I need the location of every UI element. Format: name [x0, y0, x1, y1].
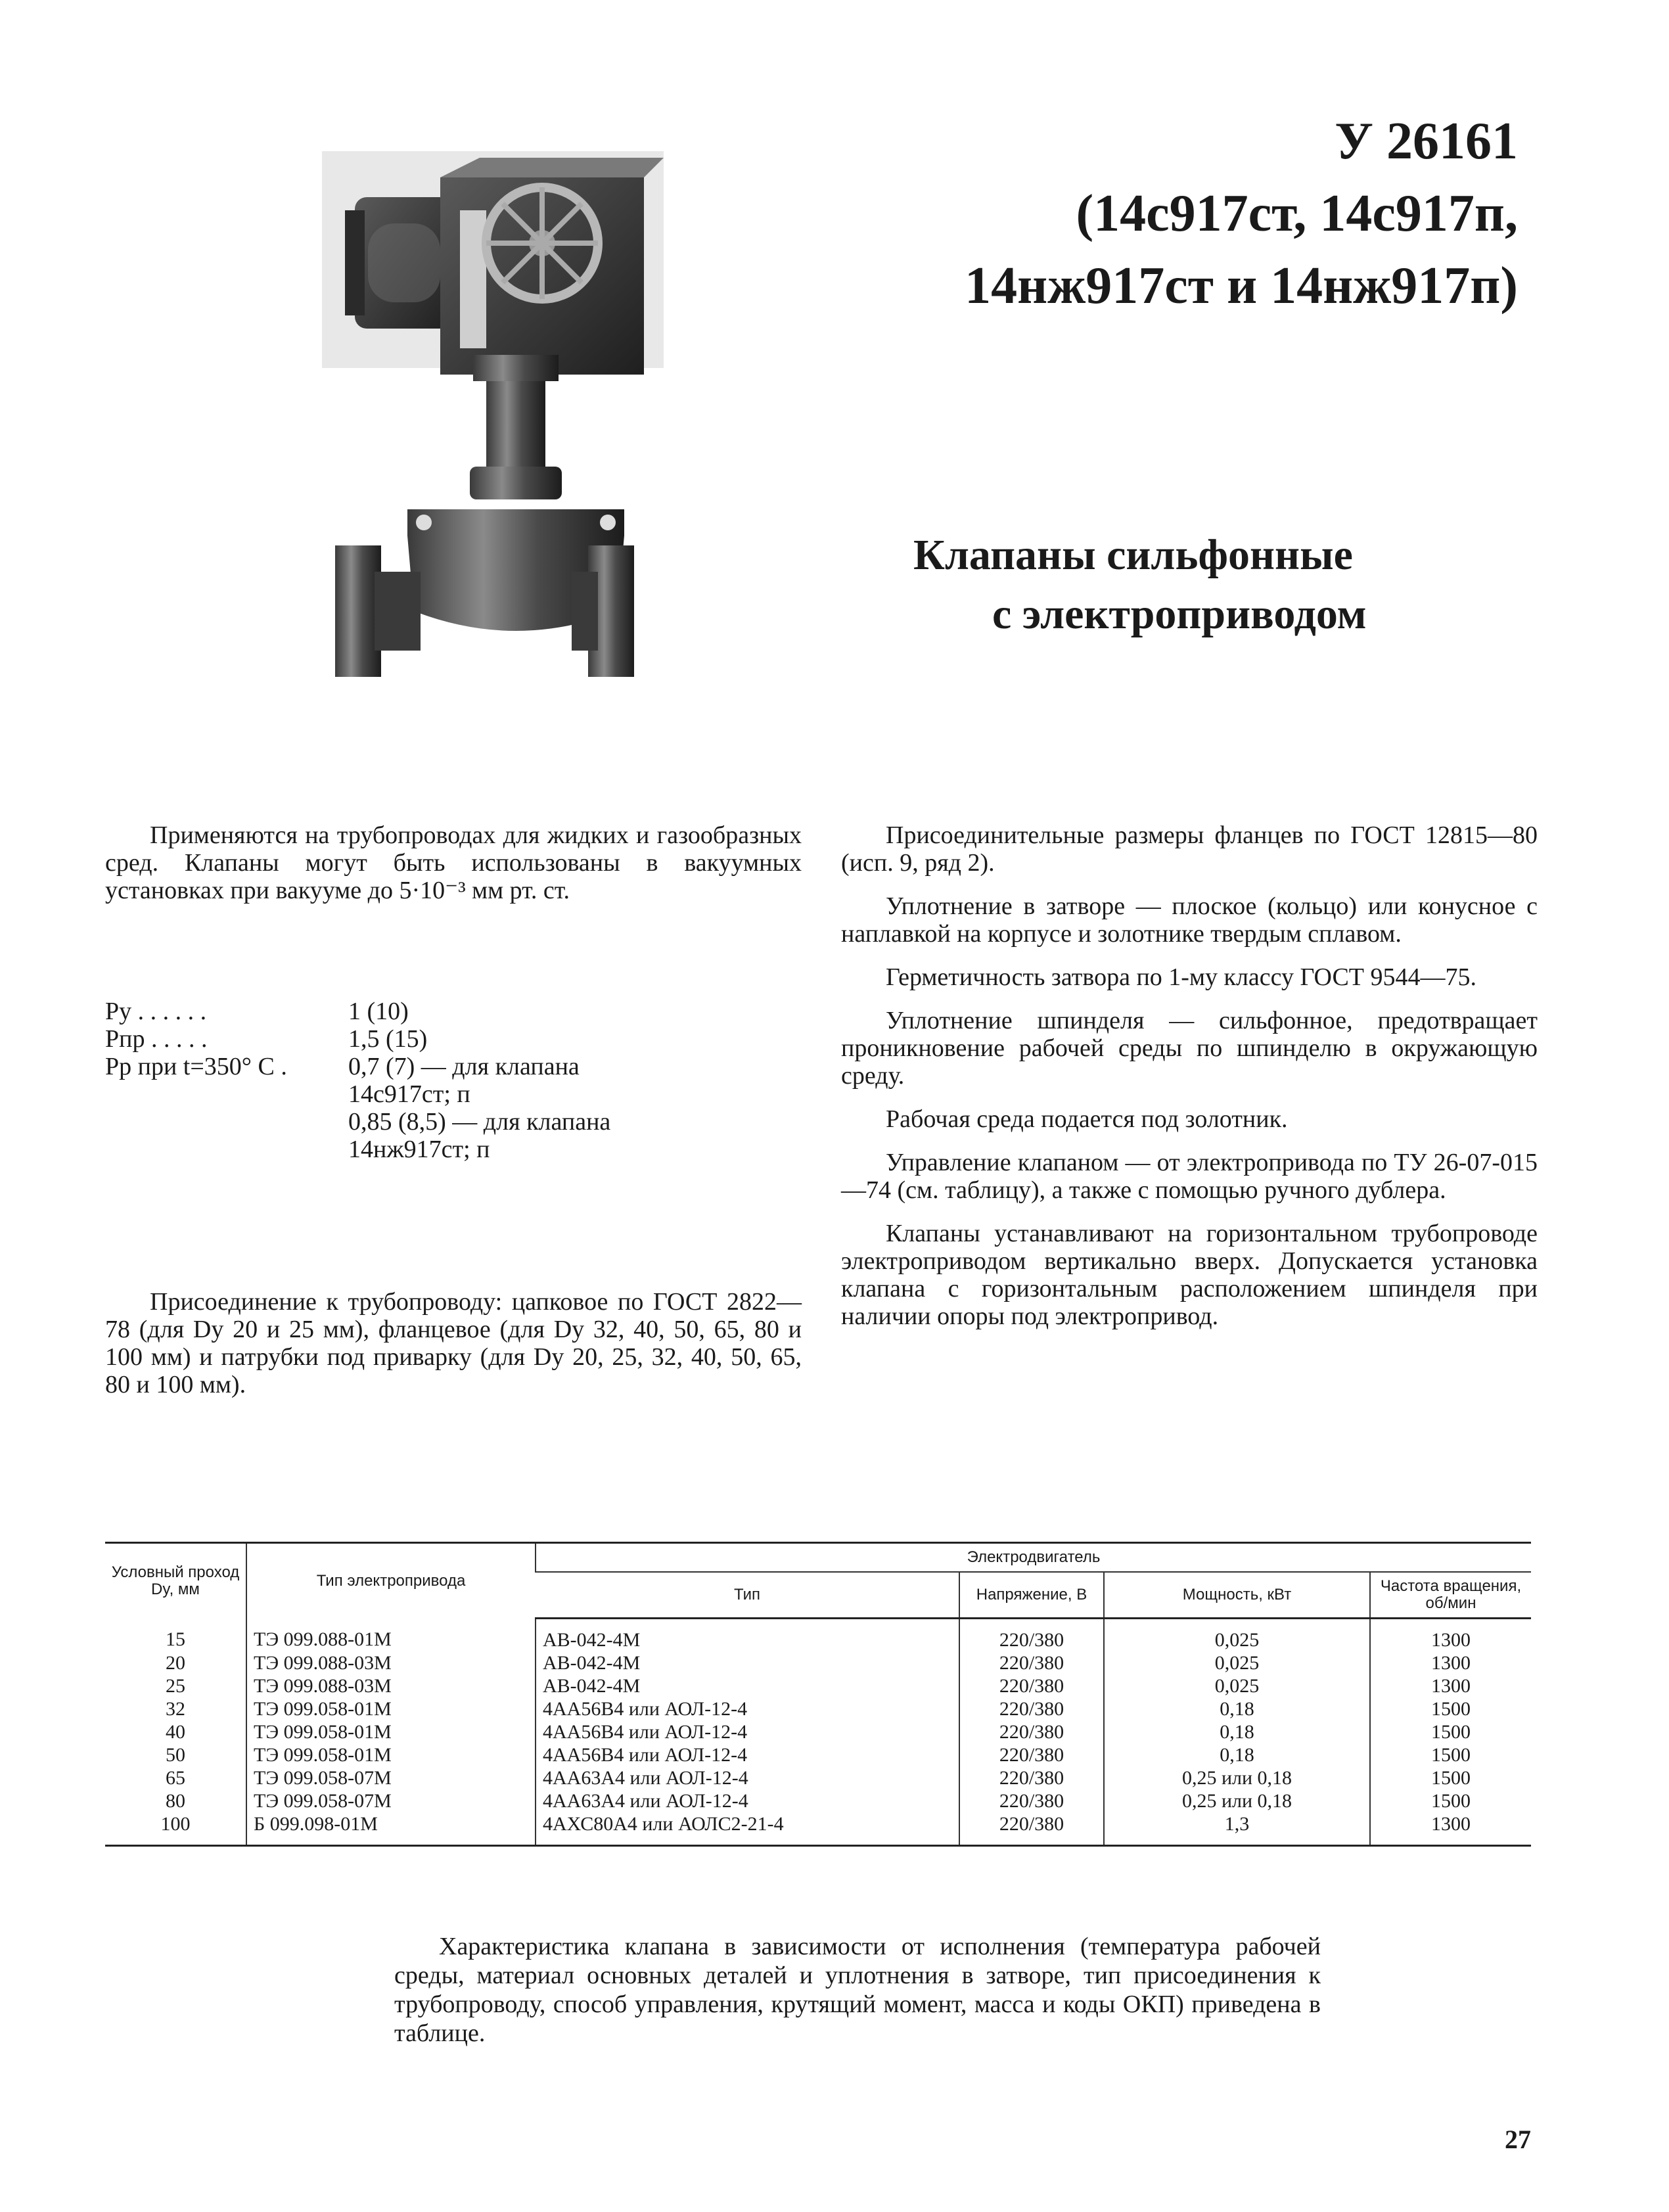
cell-rpm: 1300 [1370, 1812, 1531, 1846]
param-value: 14нж917ст; п [348, 1136, 490, 1163]
cell-power: 0,025 [1104, 1651, 1370, 1674]
cell-drive-type: ТЭ 099.058-01М [246, 1697, 536, 1720]
cell-motor-type: 4АХС80А4 или АОЛС2-21-4 [536, 1812, 959, 1846]
header-power: Мощность, кВт [1104, 1572, 1370, 1619]
table-row [105, 1619, 1531, 1652]
header-motor: Электродвигатель [536, 1543, 1531, 1573]
table-row [105, 1697, 1531, 1720]
param-name: Py . . . . . . [105, 998, 207, 1025]
cell-voltage: 220/380 [959, 1651, 1104, 1674]
page-number: 27 [1505, 2125, 1531, 2154]
cell-voltage: 220/380 [959, 1812, 1104, 1846]
cell-rpm: 1300 [1370, 1619, 1531, 1652]
cell-drive-type: ТЭ 099.088-03М [246, 1674, 536, 1697]
motor-table [105, 1542, 1531, 1847]
cell-dy: 32 [166, 1698, 185, 1720]
cell-voltage: 220/380 [959, 1619, 1104, 1652]
cell-power: 1,3 [1104, 1812, 1370, 1846]
param-value: 0,85 (8,5) — для клапана [348, 1108, 611, 1136]
cell-drive-type: ТЭ 099.088-03М [246, 1651, 536, 1674]
title-line-1: Клапаны сильфонные [913, 531, 1353, 579]
cell-rpm: 1500 [1370, 1789, 1531, 1812]
code-line-3: 14нж917ст и 14нж917п) [965, 257, 1518, 315]
connection-paragraph: Присоединение к трубопроводу: цапковое по ГОСТ 2822—78 (для Dy 20 и 25 мм), фланцевое (для Dy 32, 40, 50, 65, 80 и 100 мм) и патрубки под приварку (для Dy 20, 25, 32, 40, 50, 65, 80 и 100 мм). [105, 1288, 802, 1398]
cell-dy: 80 [166, 1790, 185, 1812]
param-name: Pпр . . . . . [105, 1025, 208, 1053]
table-row [105, 1789, 1531, 1812]
cell-motor-type: 4АА63А4 или АОЛ-12-4 [536, 1789, 959, 1812]
intro-paragraph: Применяются на трубопроводах для жидких и газообразных сред. Клапаны могут быть использованы в вакуумных установках при вакууме до 5·10⁻³ мм рт. ст. [105, 821, 802, 904]
cell-power: 0,25 или 0,18 [1104, 1766, 1370, 1789]
cell-motor-type: 4АА56В4 или АОЛ-12-4 [536, 1720, 959, 1743]
param-value: 0,7 (7) — для клапана [348, 1053, 580, 1080]
page-title [913, 526, 1367, 644]
table-body [105, 1619, 1531, 1846]
param-name: Pр при t=350° С . [105, 1053, 287, 1080]
param-row [105, 1053, 802, 1163]
header-type: Тип [536, 1572, 959, 1619]
cell-voltage: 220/380 [959, 1766, 1104, 1789]
param-value: 1,5 (15) [348, 1025, 428, 1053]
cell-drive-type: ТЭ 099.058-01М [246, 1720, 536, 1743]
param-value: 1 (10) [348, 998, 409, 1025]
table-row [105, 1674, 1531, 1697]
param-value: 14с917ст; п [348, 1080, 470, 1108]
cell-dy: 20 [166, 1652, 185, 1674]
cell-rpm: 1500 [1370, 1766, 1531, 1789]
table-row [105, 1766, 1531, 1789]
cell-motor-type: 4АА56В4 или АОЛ-12-4 [536, 1743, 959, 1766]
spec-paragraph: Рабочая среда подается под золотник. [886, 1105, 1288, 1133]
cell-power: 0,25 или 0,18 [1104, 1789, 1370, 1812]
cell-dy: 100 [105, 1812, 246, 1846]
table-row [105, 1651, 1531, 1674]
cell-dy: 25 [166, 1675, 185, 1697]
cell-voltage: 220/380 [959, 1720, 1104, 1743]
header-drive: Тип электропривода [246, 1543, 536, 1619]
cell-rpm: 1300 [1370, 1651, 1531, 1674]
cell-voltage: 220/380 [959, 1697, 1104, 1720]
title-line-2: с электроприводом [992, 590, 1367, 638]
spec-paragraph: Управление клапаном — от электропривода по ТУ 26-07-015—74 (см. таблицу), а также с помощью ручного дублера. [841, 1149, 1538, 1204]
param-row [105, 1025, 802, 1053]
cell-rpm: 1500 [1370, 1697, 1531, 1720]
cell-motor-type: АВ-042-4М [536, 1619, 959, 1652]
product-code [965, 105, 1518, 322]
specs-text [841, 821, 1538, 1330]
cell-voltage: 220/380 [959, 1743, 1104, 1766]
spec-paragraph: Присоединительные размеры фланцев по ГОСТ 12815—80 (исп. 9, ряд 2). [841, 821, 1538, 877]
cell-drive-type: ТЭ 099.058-07М [246, 1789, 536, 1812]
cell-rpm: 1500 [1370, 1743, 1531, 1766]
cell-motor-type: 4АА63А4 или АОЛ-12-4 [536, 1766, 959, 1789]
table-row [105, 1812, 1531, 1846]
spec-paragraph: Клапаны устанавливают на горизонтальном трубопроводе электроприводом вертикально вверх. Допускается установка клапана с горизонтальным расположением шпинделя при наличии опоры под электропривод. [841, 1220, 1538, 1330]
cell-drive-type: ТЭ 099.058-07М [246, 1766, 536, 1789]
cell-drive-type: Б 099.098-01М [246, 1812, 536, 1846]
footnote-text: Характеристика клапана в зависимости от исполнения (температура рабочей среды, материал основных деталей и уплотнения в затворе, тип присоединения к трубопроводу, способ управления, крутящий момент, масса и коды ОКП) приведена в таблице. [394, 1933, 1321, 2047]
table-row [105, 1743, 1531, 1766]
cell-drive-type: ТЭ 099.058-01М [246, 1743, 536, 1766]
table-row [105, 1720, 1531, 1743]
cell-motor-type: 4АА56В4 или АОЛ-12-4 [536, 1697, 959, 1720]
intro-text [105, 821, 802, 920]
cell-power: 0,18 [1104, 1697, 1370, 1720]
cell-rpm: 1500 [1370, 1720, 1531, 1743]
header-rpm: Частота вращения, об/мин [1370, 1572, 1531, 1619]
header-dy: Условный проход Dy, мм [105, 1543, 246, 1619]
header-voltage: Напряжение, В [959, 1572, 1104, 1619]
cell-rpm: 1300 [1370, 1674, 1531, 1697]
cell-dy: 65 [166, 1767, 185, 1789]
pressure-params [105, 998, 802, 1163]
cell-voltage: 220/380 [959, 1674, 1104, 1697]
cell-motor-type: АВ-042-4М [536, 1651, 959, 1674]
spec-paragraph: Уплотнение в затворе — плоское (кольцо) или конусное с наплавкой на корпусе и золотнике твердым сплавом. [841, 892, 1538, 948]
spec-paragraph: Уплотнение шпинделя — сильфонное, предотвращает проникновение рабочей среды по шпинделю в окружающую среду. [841, 1007, 1538, 1090]
spec-paragraph: Герметичность затвора по 1-му классу ГОСТ 9544—75. [886, 963, 1477, 991]
cell-power: 0,025 [1104, 1619, 1370, 1652]
cell-dy: 40 [166, 1721, 185, 1743]
cell-power: 0,025 [1104, 1674, 1370, 1697]
cell-drive-type: ТЭ 099.088-01М [246, 1619, 536, 1652]
cell-power: 0,18 [1104, 1720, 1370, 1743]
cell-motor-type: АВ-042-4М [536, 1674, 959, 1697]
connection-text [105, 1288, 802, 1414]
valve-photo [309, 151, 664, 690]
param-row [105, 998, 802, 1025]
cell-power: 0,18 [1104, 1743, 1370, 1766]
code-line-1: У 26161 [1335, 112, 1518, 170]
cell-voltage: 220/380 [959, 1789, 1104, 1812]
cell-dy: 50 [166, 1744, 185, 1766]
code-line-2: (14с917ст, 14с917п, [1076, 185, 1518, 242]
cell-dy: 15 [166, 1628, 185, 1651]
